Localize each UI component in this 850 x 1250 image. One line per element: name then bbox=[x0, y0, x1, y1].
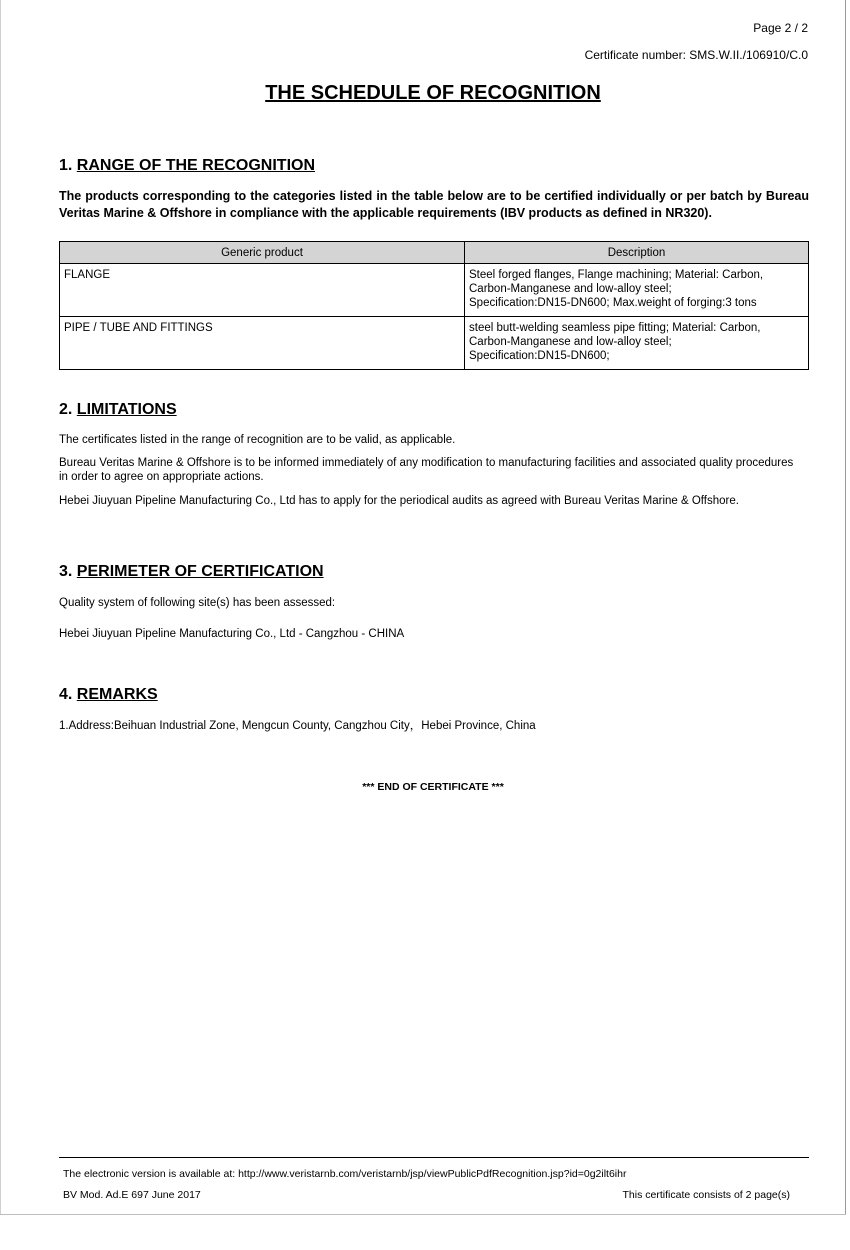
footer-page-count: This certificate consists of 2 page(s) bbox=[622, 1189, 790, 1201]
section-4-number: 4. bbox=[59, 686, 73, 703]
perimeter-paragraph: Quality system of following site(s) has been assessed: bbox=[59, 597, 336, 609]
cell-product: PIPE / TUBE AND FITTINGS bbox=[60, 317, 465, 370]
description-line: Specification:DN15-DN600; bbox=[469, 350, 610, 362]
section-1-title: RANGE OF THE RECOGNITION bbox=[76, 157, 316, 174]
certificate-number: Certificate number: SMS.W.II./106910/C.0 bbox=[584, 48, 808, 62]
description-line: Specification:DN15-DN600; Max.weight of forging:3 tons bbox=[469, 297, 757, 309]
limitations-paragraph: The certificates listed in the range of recognition are to be valid, as applicable. bbox=[59, 434, 456, 446]
section-4-heading bbox=[59, 686, 158, 704]
section-2-heading bbox=[59, 401, 177, 419]
remarks-address: 1.Address:Beihuan Industrial Zone, Mengcun County, Cangzhou City，Hebei Province, China bbox=[59, 720, 536, 732]
section-1-intro: The products corresponding to the categories listed in the table below are to be certified individually or per batch by Bureau Veritas Marine & Offshore in compliance with the applicable requirements (IBV products as defined in NR320). bbox=[59, 189, 809, 220]
description-line: Carbon-Manganese and low-alloy steel; bbox=[469, 283, 672, 295]
page-border-right bbox=[845, 0, 846, 1215]
cell-description bbox=[465, 264, 809, 317]
limitations-paragraph: Hebei Jiuyuan Pipeline Manufacturing Co., Ltd has to apply for the periodical audits as agreed with Bureau Veritas Marine & Offshore. bbox=[59, 495, 739, 507]
document-title: THE SCHEDULE OF RECOGNITION bbox=[265, 82, 601, 104]
description-line: steel butt-welding seamless pipe fitting; Material: Carbon, bbox=[469, 322, 761, 334]
description-line: Steel forged flanges, Flange machining; Material: Carbon, bbox=[469, 269, 764, 281]
recognition-table bbox=[59, 241, 809, 370]
section-3-number: 3. bbox=[59, 563, 73, 580]
cell-description bbox=[465, 317, 809, 370]
page-border-left bbox=[0, 0, 1, 1215]
footer-form-reference: BV Mod. Ad.E 697 June 2017 bbox=[63, 1189, 201, 1201]
section-2-title: LIMITATIONS bbox=[76, 401, 177, 418]
end-of-certificate: *** END OF CERTIFICATE *** bbox=[362, 781, 504, 793]
section-2-number: 2. bbox=[59, 401, 73, 418]
limitations-paragraph: Bureau Veritas Marine & Offshore is to be informed immediately of any modification to manufacturing facilities and associated quality procedures in order to agree on appropriate actions. bbox=[59, 457, 794, 483]
footer-divider bbox=[59, 1157, 809, 1158]
table-row bbox=[60, 264, 809, 317]
section-3-heading bbox=[59, 563, 324, 581]
table-row bbox=[60, 317, 809, 370]
table-header-row bbox=[60, 242, 809, 264]
description-line: Carbon-Manganese and low-alloy steel; bbox=[469, 336, 672, 348]
footer-electronic-version: The electronic version is available at: http://www.veristarnb.com/veristarnb/jsp/viewPublicPdfRecognition.jsp?id=0g2ilt6ihr bbox=[63, 1168, 627, 1180]
section-4-title: REMARKS bbox=[76, 686, 158, 703]
page-border-bottom bbox=[0, 1214, 846, 1215]
column-header-description: Description bbox=[465, 242, 809, 264]
page-number: Page 2 / 2 bbox=[753, 21, 808, 35]
perimeter-site: Hebei Jiuyuan Pipeline Manufacturing Co., Ltd - Cangzhou - CHINA bbox=[59, 628, 405, 640]
column-header-generic-product: Generic product bbox=[60, 242, 465, 264]
section-1-number: 1. bbox=[59, 157, 73, 174]
section-1-heading bbox=[59, 157, 315, 175]
cell-product: FLANGE bbox=[60, 264, 465, 317]
section-3-title: PERIMETER OF CERTIFICATION bbox=[76, 563, 324, 580]
